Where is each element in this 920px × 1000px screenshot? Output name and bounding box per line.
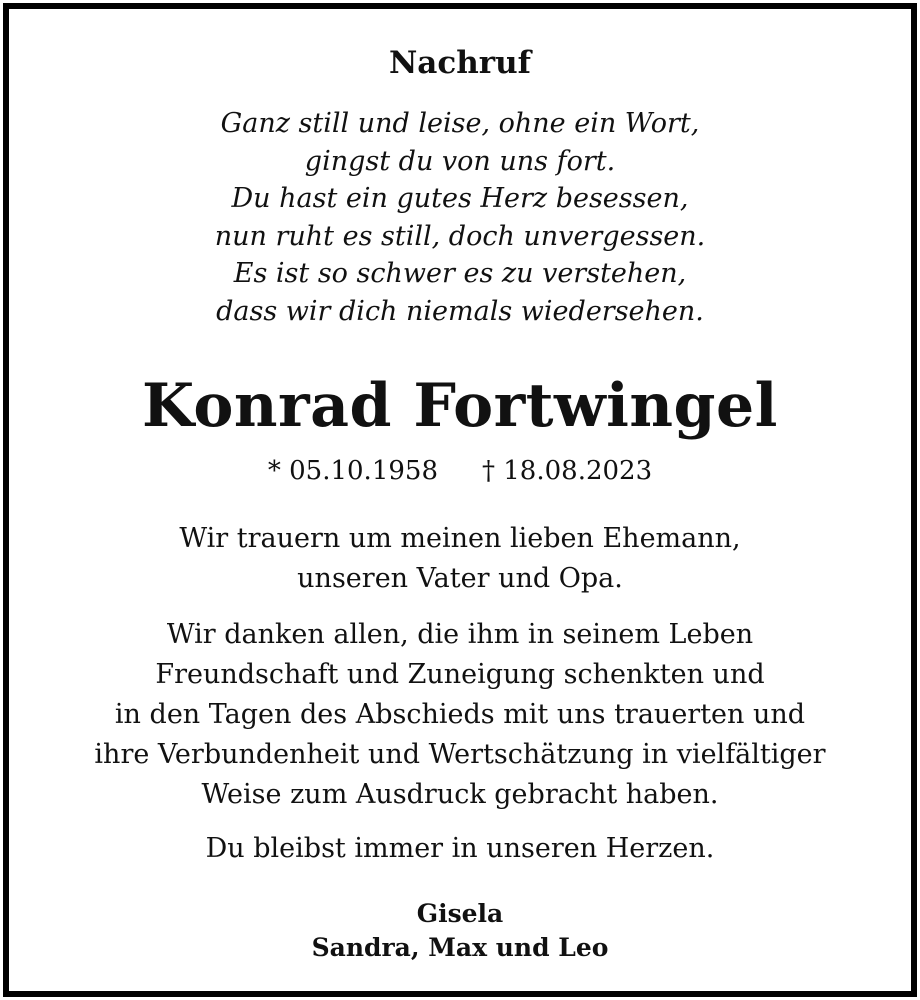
obituary-frame: [3, 3, 917, 997]
signature-line: Sandra, Max und Leo: [311, 933, 609, 962]
poem-line: Ganz still und leise, ohne ein Wort,: [220, 108, 700, 139]
life-dates: [9, 453, 911, 489]
thanks-line: Freundschaft und Zuneigung schenkten und: [155, 659, 765, 690]
signature-line: Gisela: [416, 899, 504, 928]
thanks-paragraph: [9, 615, 911, 815]
poem-line: gingst du von uns fort.: [304, 145, 616, 177]
thanks-line: ihre Verbundenheit und Wertschätzung in vielfältiger: [94, 739, 826, 770]
closing-paragraph: [9, 829, 911, 869]
deceased-name: Konrad Fortwingel: [142, 371, 778, 441]
mourning-line: unseren Vater und Opa.: [297, 563, 623, 594]
poem-line: dass wir dich niemals wiedersehen.: [216, 295, 704, 327]
poem-line: Du hast ein gutes Herz besessen,: [231, 183, 689, 214]
poem-line: nun ruht es still, doch unvergessen.: [214, 220, 706, 252]
thanks-line: Weise zum Ausdruck gebracht haben.: [201, 779, 719, 810]
mourning-line: Wir trauern um meinen lieben Ehemann,: [179, 523, 741, 554]
thanks-line: in den Tagen des Abschieds mit uns trauerten und: [114, 699, 806, 730]
signature-block: [9, 897, 911, 965]
closing-line: Du bleibst immer in unseren Herzen.: [205, 833, 715, 864]
mourning-paragraph: [9, 519, 911, 599]
poem-line: Es ist so schwer es zu verstehen,: [233, 258, 687, 289]
obituary-content: [9, 9, 911, 991]
death-date: † 18.08.2023: [482, 456, 653, 486]
poem-block: [9, 105, 911, 330]
thanks-line: Wir danken allen, die ihm in seinem Leben: [166, 619, 754, 650]
obituary-heading: Nachruf: [388, 45, 532, 81]
birth-date: * 05.10.1958: [267, 456, 438, 486]
